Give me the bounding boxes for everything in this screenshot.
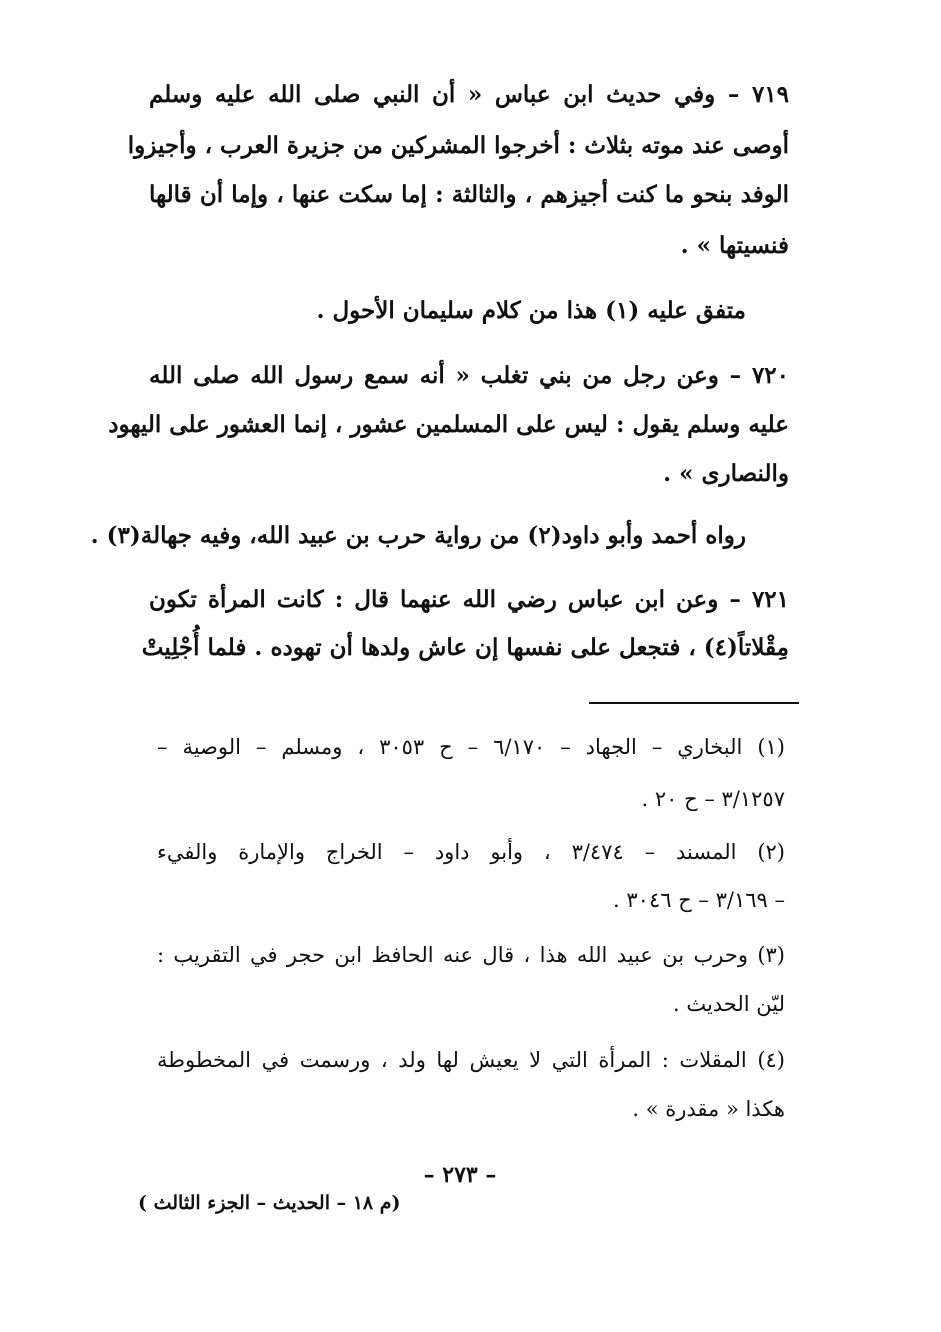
footnote-2-line-1: (٢) المسند – ٣/٤٧٤ ، وأبو داود – الخراج والإمارة والفيء: [157, 840, 785, 864]
footnote-1-line-1: (١) البخاري – الجهاد – ٦/١٧٠ – ح ٣٠٥٣ ، ومسلم – الوصية –: [157, 735, 785, 759]
footnote-3-line-1: (٣) وحرب بن عبيد الله هذا ، قال عنه الحافظ ابن حجر في التقريب :: [157, 943, 785, 967]
footnote-2-line-2: – ٣/١٦٩ – ح ٣٠٤٦ .: [613, 888, 785, 912]
hadith-720-line-1: ٧٢٠ – وعن رجل من بني تغلب « أنه سمع رسول الله صلى الله: [149, 362, 789, 389]
volume-part-label: (م ١٨ – الحديث – الجزء الثالث ): [138, 1192, 401, 1214]
footnote-3-line-2: ليّن الحديث .: [672, 992, 785, 1016]
footnote-separator: [589, 702, 799, 704]
footnote-1-line-2: ٣/١٢٥٧ – ح ٢٠ .: [641, 787, 785, 811]
hadith-719-line-4: فنسيتها » .: [680, 232, 789, 259]
hadith-721-line-1: ٧٢١ – وعن ابن عباس رضي الله عنهما قال : كانت المرأة تكون: [149, 586, 789, 613]
hadith-719-line-3: الوفد بنحو ما كنت أجيزهم ، والثالثة : إما سكت عنها ، وإما أن قالها: [149, 181, 789, 208]
hadith-721-line-2: مِقْلاتاً(٤) ، فتجعل على نفسها إن عاش ولدها أن تهوده . فلما أُجْلِيتْ: [141, 634, 789, 661]
hadith-719-source-note: متفق عليه (١) هذا من كلام سليمان الأحول .: [316, 297, 746, 324]
hadith-719-line-2: أوصى عند موته بثلاث : أخرجوا المشركين من جزيرة العرب ، وأجيزوا: [127, 132, 789, 159]
footnote-4-line-2: هكذا « مقدرة » .: [632, 1097, 785, 1121]
hadith-719-line-1: ٧١٩ – وفي حديث ابن عباس « أن النبي صلى الله عليه وسلم: [149, 81, 789, 108]
footnote-4-line-1: (٤) المقلات : المرأة التي لا يعيش لها ولد ، ورسمت في المخطوطة: [157, 1048, 785, 1072]
hadith-720-line-2: عليه وسلم يقول : ليس على المسلمين عشور ، إنما العشور على اليهود: [108, 411, 789, 438]
hadith-720-source-note: رواه أحمد وأبو داود(٢) من رواية حرب بن عبيد الله، وفيه جهالة(٣) .: [90, 522, 746, 549]
hadith-720-line-3: والنصارى » .: [663, 460, 789, 487]
page-number: – ٢٧٣ –: [423, 1162, 497, 1188]
